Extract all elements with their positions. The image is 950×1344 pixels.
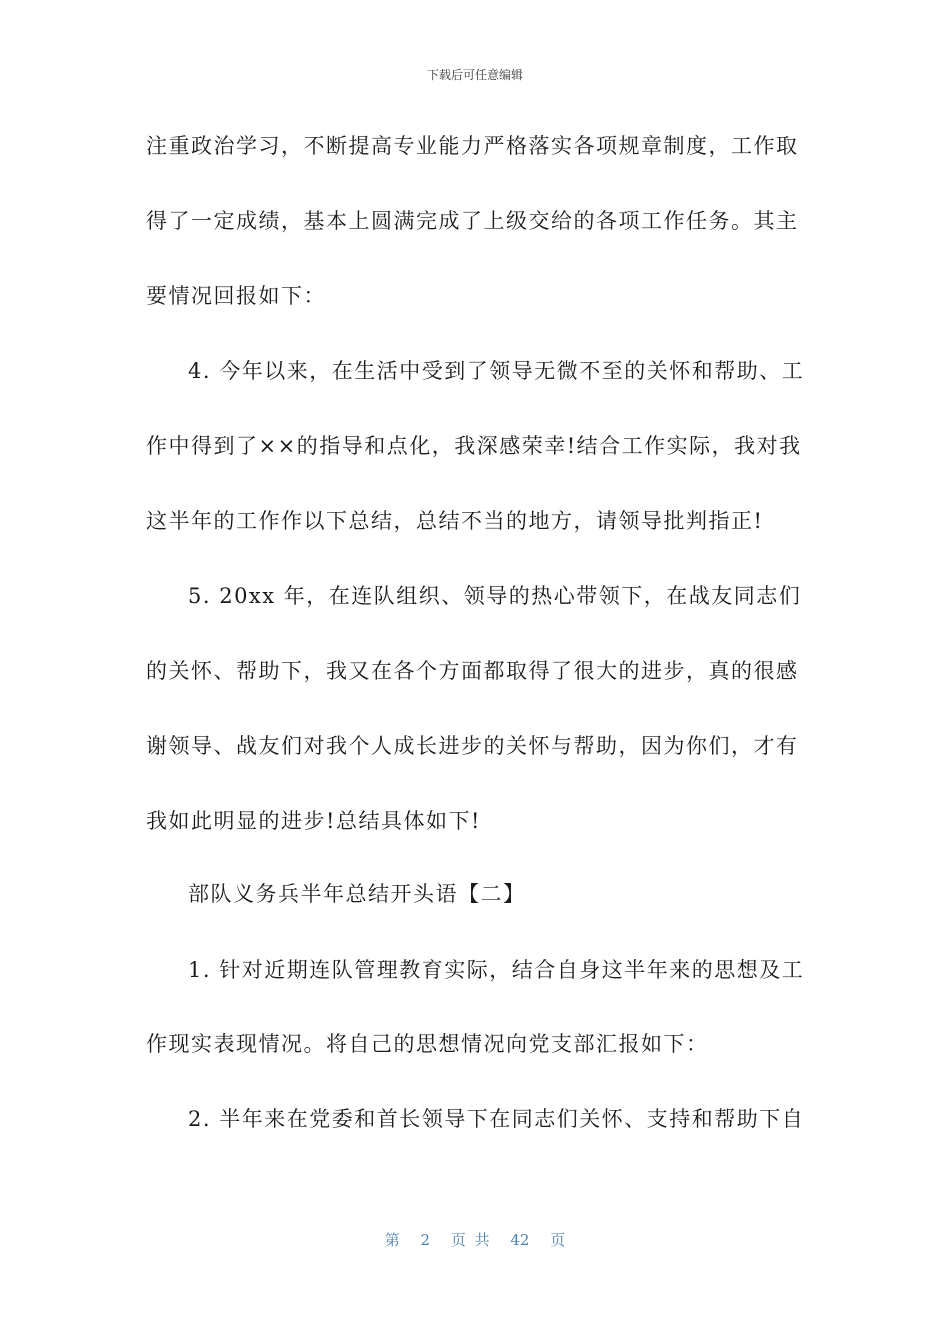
footer-total-pages: 42 — [510, 1231, 530, 1249]
header-note: 下载后可任意编辑 — [426, 68, 523, 82]
body-line-12: 1. 针对近期连队管理教育实际，结合自身这半年来的思想及工 — [188, 958, 805, 982]
body-line-7: 5. 20xx 年，在连队组织、领导的热心带领下，在战友同志们 — [188, 584, 802, 608]
body-line-2: 得了一定成绩，基本上圆满完成了上级交给的各项工作任务。其主 — [146, 209, 799, 233]
body-line-5: 作中得到了××的指导和点化，我深感荣幸!结合工作实际，我对我 — [146, 434, 802, 458]
body-line-6: 这半年的工作作以下总结，总结不当的地方，请领导批判指正! — [146, 509, 764, 533]
footer-prefix: 第 — [384, 1231, 400, 1249]
footer-page-number: 2 — [420, 1231, 431, 1249]
body-line-3: 要情况回报如下： — [146, 284, 326, 308]
body-line-10: 我如此明显的进步!总结具体如下! — [146, 809, 481, 833]
page-footer — [0, 1229, 950, 1250]
footer-suffix: 页 — [550, 1231, 566, 1249]
body-line-13: 作现实表现情况。将自己的思想情况向党支部汇报如下： — [146, 1032, 709, 1056]
body-line-4: 4. 今年以来，在生活中受到了领导无微不至的关怀和帮助、工 — [188, 359, 805, 383]
footer-middle: 页 共 — [450, 1231, 490, 1249]
section-heading: 部队义务兵半年总结开头语【二】 — [188, 882, 526, 906]
body-line-1: 注重政治学习，不断提高专业能力严格落实各项规章制度，工作取 — [146, 134, 799, 158]
body-line-8: 的关怀、帮助下，我又在各个方面都取得了很大的进步，真的很感 — [146, 659, 799, 683]
body-line-14: 2. 半年来在党委和首长领导下在同志们关怀、支持和帮助下自 — [188, 1107, 805, 1131]
body-line-9: 谢领导、战友们对我个人成长进步的关怀与帮助，因为你们，才有 — [146, 734, 799, 758]
